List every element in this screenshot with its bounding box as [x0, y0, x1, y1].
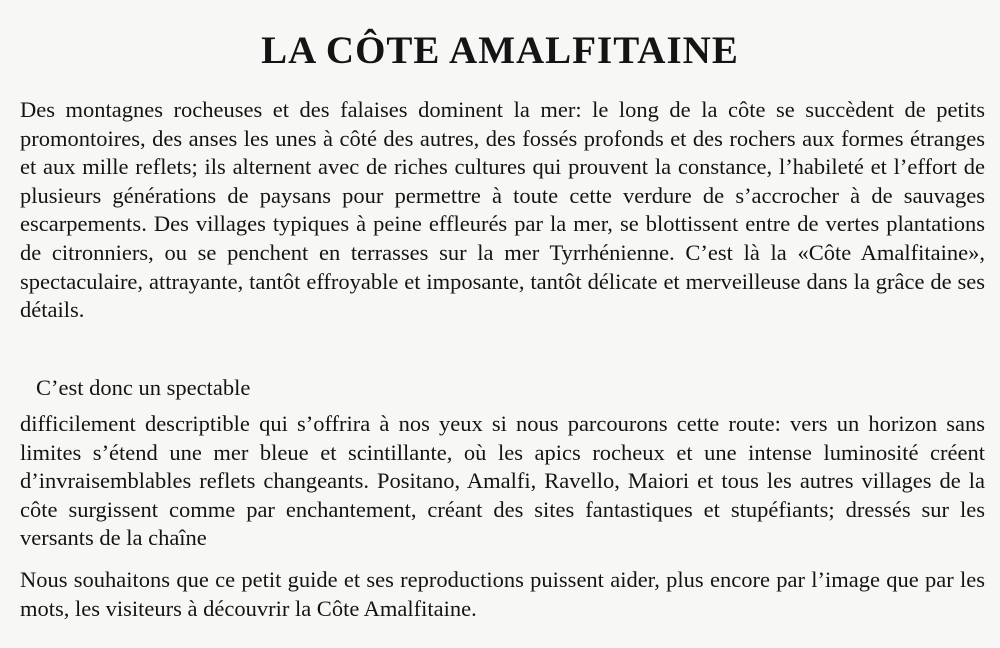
paragraph-lead: C’est donc un spectable: [36, 375, 251, 400]
paragraph-closing: Nous souhaitons que ce petit guide et ses reproductions puissent aider, plus encore par l’image que par les mots, les visiteurs à découvrir la Côte Amalfitaine.: [20, 567, 985, 621]
paragraph-intro: Des montagnes rocheuses et des falaises dominent la mer: le long de la côte se succèdent de petits promontoires, des anses les unes à côté des autres, des fossés profonds et des rochers aux formes étranges et aux mille reflets; ils alternent avec de riches cultures qui prouvent la constance, l’habileté et l’effort de plusieurs générations de paysans pour permettre à toute cette verdure de s’accrocher à de sauvages escarpements. Des villages typiques à peine effleurés par la mer, se blottissent entre de vertes plantations de citronniers, ou se penchent en terrasses sur la mer Tyrrhénienne. C’est là la «Côte Amalfitaine», spectaculaire, attrayante, tantôt effroyable et imposante, tantôt délicate et merveilleuse dans la grâce de ses détails.: [20, 97, 985, 323]
page-title: LA CÔTE AMALFITAINE: [261, 29, 739, 72]
paragraph-description: difficilement descriptible qui s’offrira à nos yeux si nous parcourons cette route: vers un horizon sans limites s’étend une mer bleue et scintillante, où les apics rocheux et une intense luminosité créent d’invraisemblables reflets changeants. Positano, Amalfi, Ravello, Maiori et tous les autres villages de la côte surgissent comme par enchantement, créant des sites fantastiques et stupéfiants; dressés sur les versants de la chaîne: [20, 411, 985, 551]
